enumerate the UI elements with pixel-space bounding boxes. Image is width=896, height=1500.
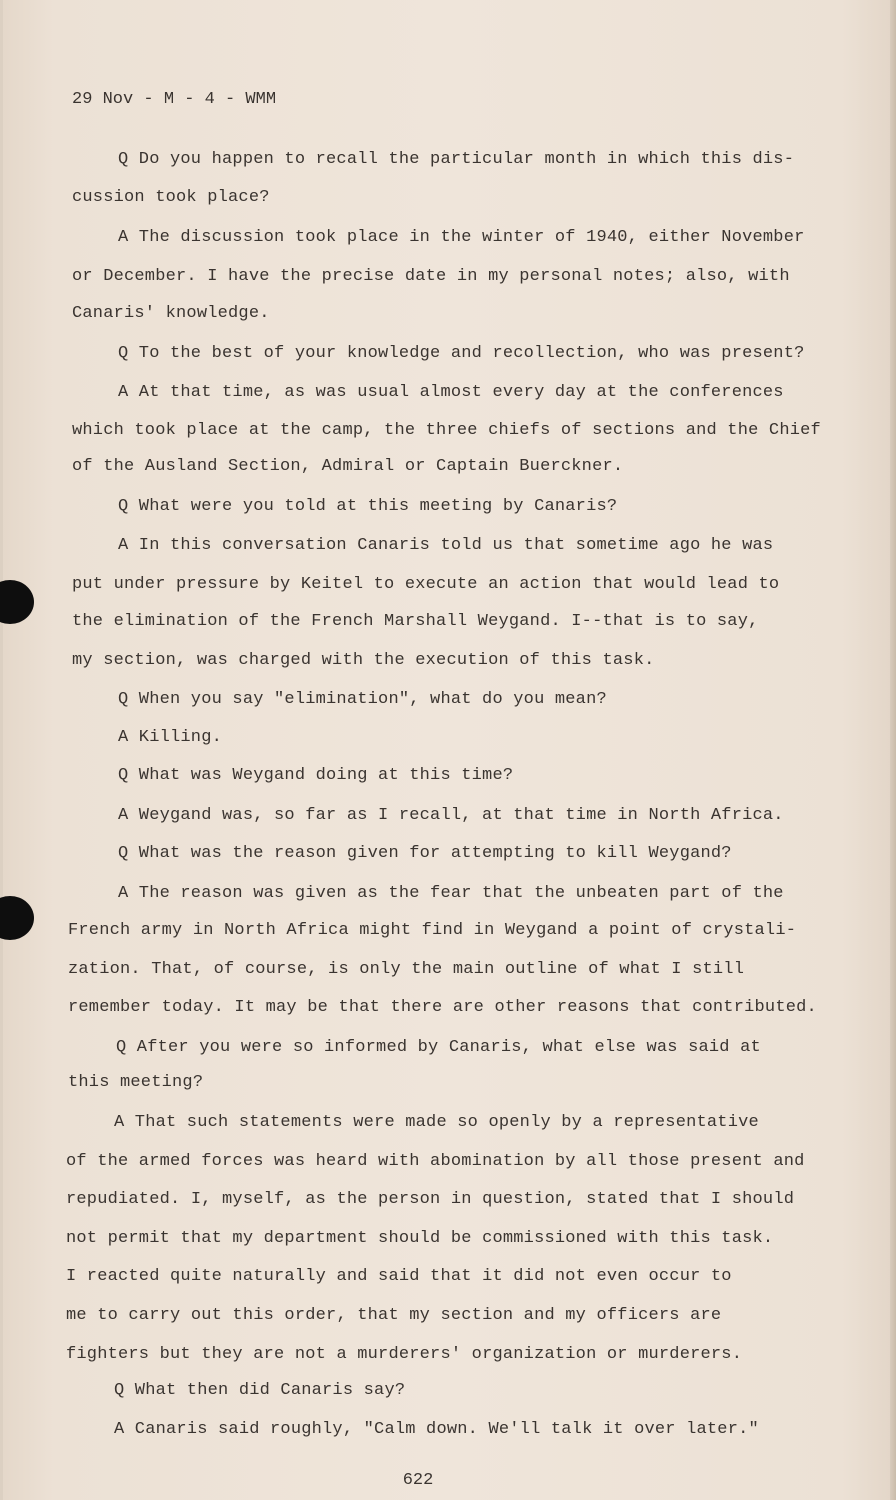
transcript-line: of the Ausland Section, Admiral or Captain Buerckner. <box>72 457 624 476</box>
transcript-line: which took place at the camp, the three chiefs of sections and the Chief <box>72 421 821 440</box>
transcript-line: this meeting? <box>68 1073 204 1092</box>
punch-hole-upper <box>0 580 34 624</box>
transcript-line: fighters but they are not a murderers' organization or murderers. <box>66 1345 743 1364</box>
transcript-line: Q What was the reason given for attempting to kill Weygand? <box>118 844 732 863</box>
transcript-line: remember today. It may be that there are other reasons that contributed. <box>68 998 817 1017</box>
punch-hole-lower <box>0 896 34 940</box>
transcript-line: not permit that my department should be commissioned with this task. <box>66 1229 774 1248</box>
transcript-line: the elimination of the French Marshall Weygand. I--that is to say, <box>72 612 759 631</box>
transcript-line: A The discussion took place in the winter of 1940, either November <box>118 228 805 247</box>
transcript-line: French army in North Africa might find in Weygand a point of crystali- <box>68 921 797 940</box>
transcript-line: me to carry out this order, that my section and my officers are <box>66 1306 722 1325</box>
transcript-line: put under pressure by Keitel to execute an action that would lead to <box>72 575 780 594</box>
transcript-line: I reacted quite naturally and said that it did not even occur to <box>66 1267 732 1286</box>
transcript-line: A Killing. <box>118 728 223 747</box>
transcript-line: Q What were you told at this meeting by Canaris? <box>118 497 618 516</box>
transcript-line: cussion took place? <box>72 188 270 207</box>
transcript-line: A Canaris said roughly, "Calm down. We'll talk it over later." <box>114 1420 759 1439</box>
page-right-edge <box>890 0 896 1500</box>
transcript-line: Q What then did Canaris say? <box>114 1381 406 1400</box>
transcript-line: Q Do you happen to recall the particular month in which this dis- <box>118 150 795 169</box>
transcript-line: A At that time, as was usual almost every day at the conferences <box>118 383 784 402</box>
transcript-line: Canaris' knowledge. <box>72 304 270 323</box>
transcript-line: repudiated. I, myself, as the person in question, stated that I should <box>66 1190 795 1209</box>
transcript-line: A In this conversation Canaris told us that sometime ago he was <box>118 536 774 555</box>
transcript-line: of the armed forces was heard with abomination by all those present and <box>66 1152 805 1171</box>
page-left-edge <box>0 0 3 1500</box>
transcript-line: Q To the best of your knowledge and recollection, who was present? <box>118 344 805 363</box>
transcript-line: A The reason was given as the fear that the unbeaten part of the <box>118 884 784 903</box>
transcript-line: my section, was charged with the execution of this task. <box>72 651 655 670</box>
transcript-line: Q When you say "elimination", what do you mean? <box>118 690 607 709</box>
transcript-line: Q What was Weygand doing at this time? <box>118 766 514 785</box>
transcript-line: A That such statements were made so openly by a representative <box>114 1113 759 1132</box>
transcript-line: A Weygand was, so far as I recall, at that time in North Africa. <box>118 806 784 825</box>
transcript-line: Q After you were so informed by Canaris, what else was said at <box>116 1038 761 1057</box>
page-number: 622 <box>402 1471 434 1490</box>
transcript-line: zation. That, of course, is only the main outline of what I still <box>68 960 745 979</box>
transcript-line: or December. I have the precise date in my personal notes; also, with <box>72 267 790 286</box>
page-header: 29 Nov - M - 4 - WMM <box>72 90 277 109</box>
